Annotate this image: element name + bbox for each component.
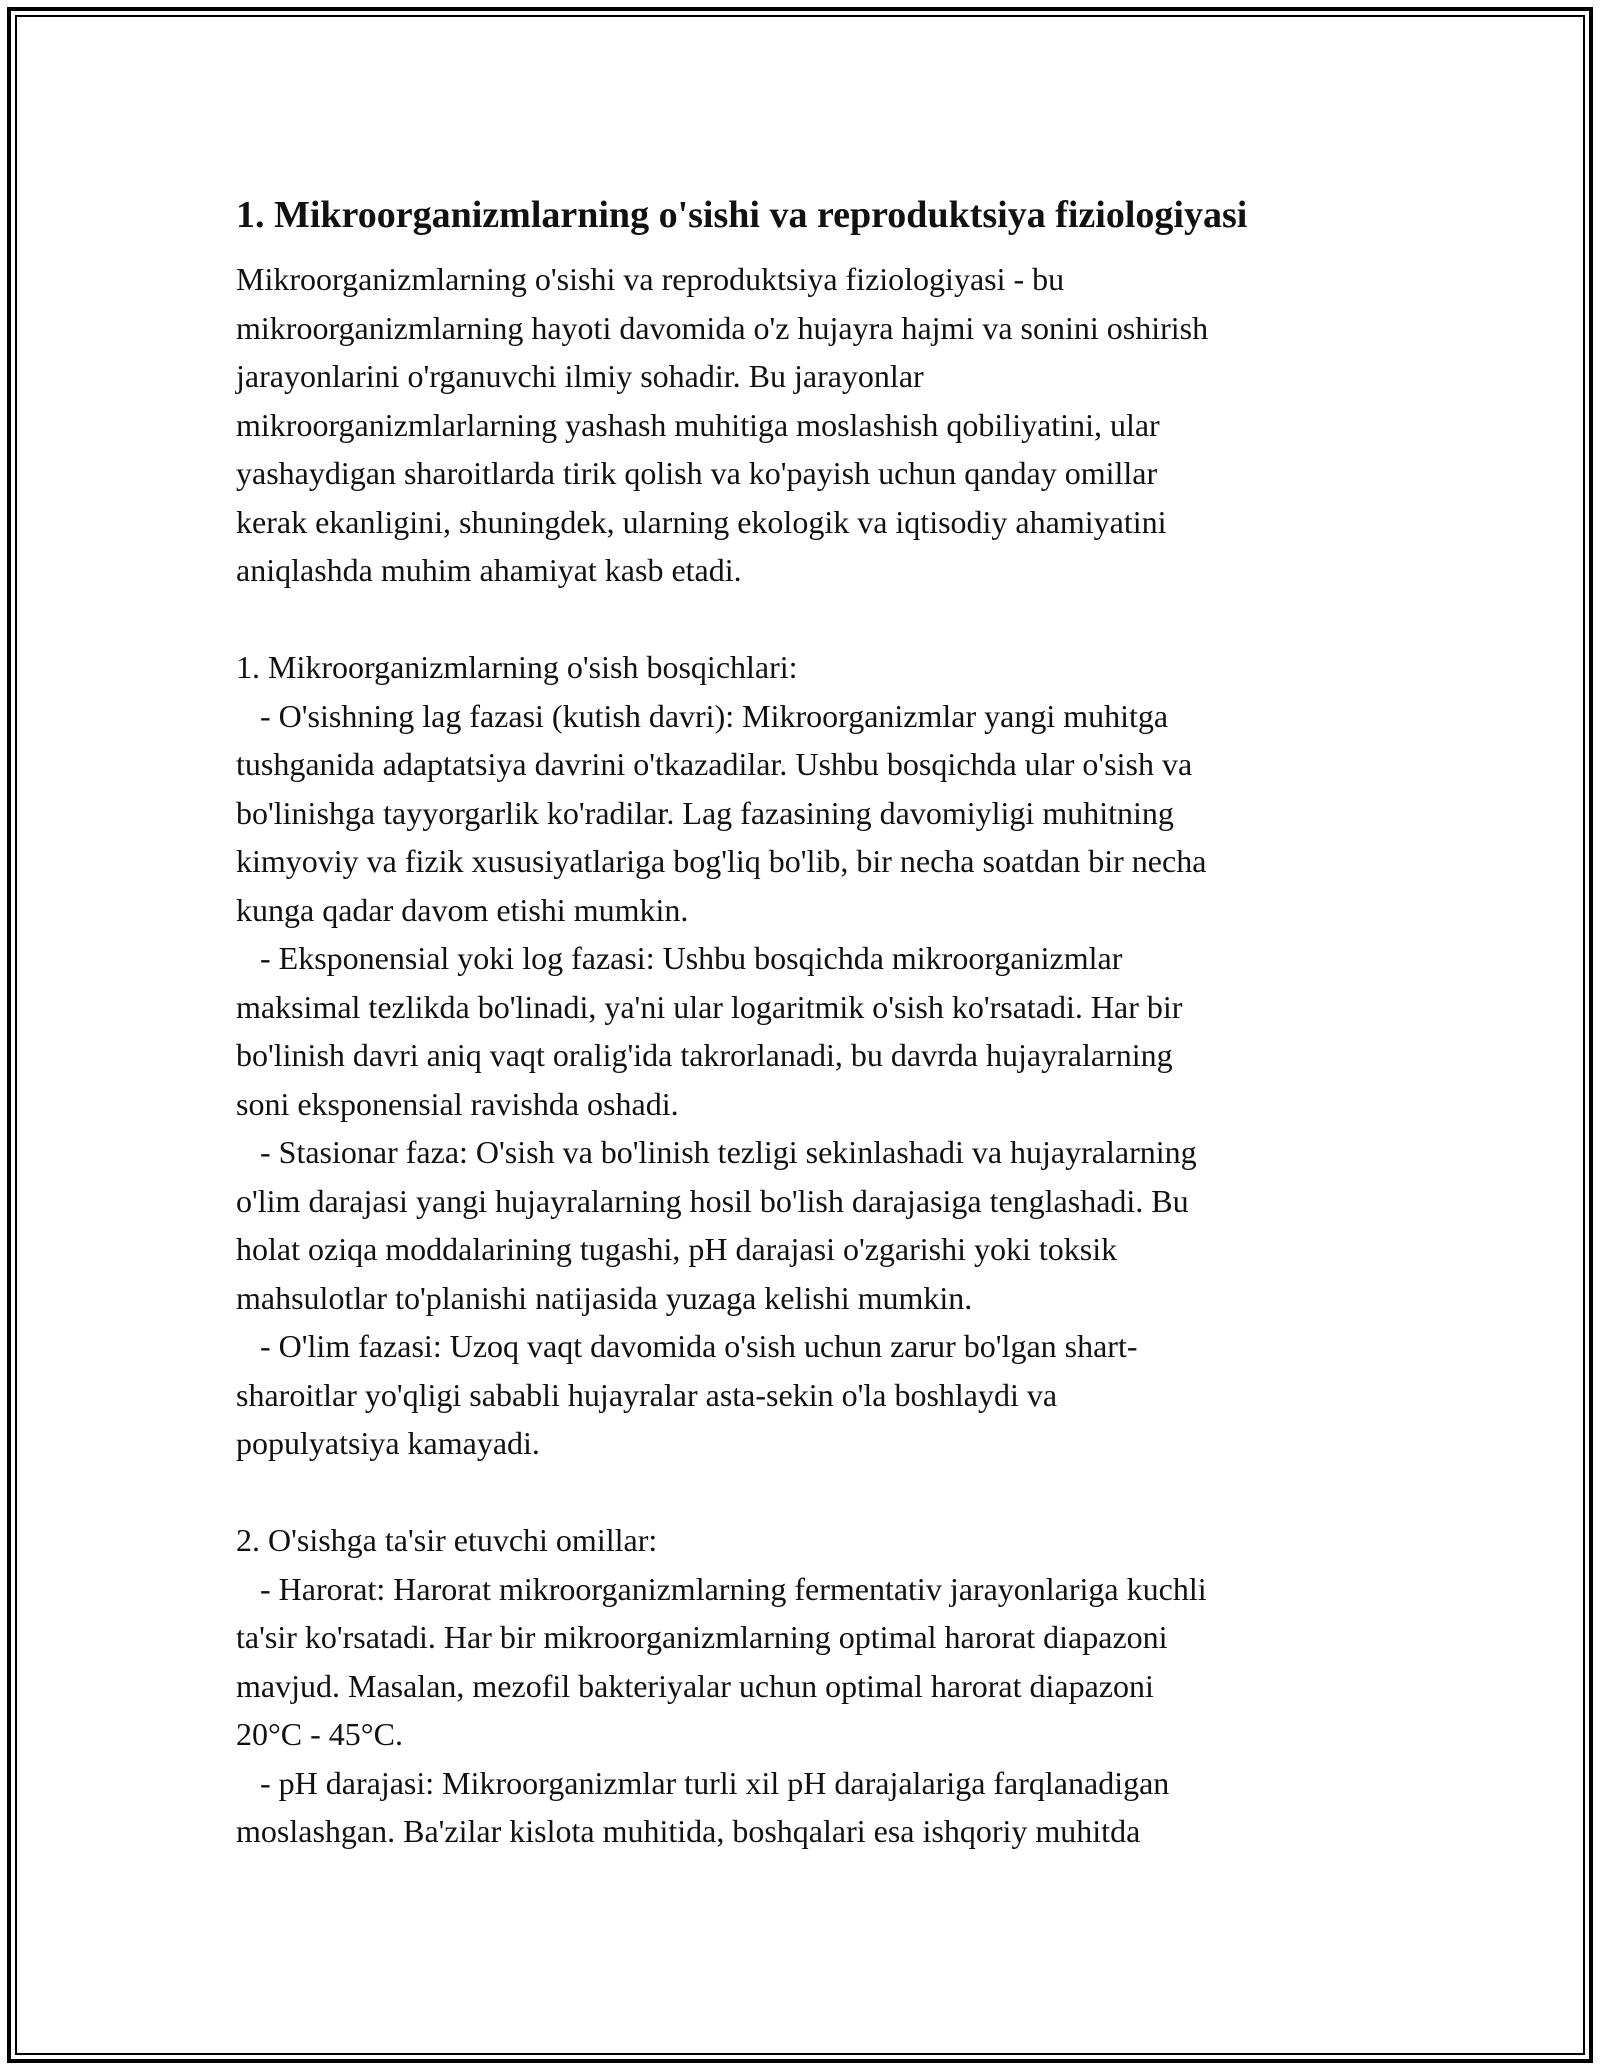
list-item-lag-phase: - O'sishning lag fazasi (kutish davri): Mikroorganizmlar yangi muhitga (236, 697, 1169, 734)
body-line: o'lim darajasi yangi hujayralarning hosil bo'lish darajasiga tenglashadi. Bu (236, 1182, 1189, 1219)
body-line: mikroorganizmlarning hayoti davomida o'z hujayra hajmi va sonini oshirish (236, 309, 1209, 346)
body-line: kimyoviy va fizik xususiyatlariga bog'liq bo'lib, bir necha soatdan bir necha (236, 843, 1207, 879)
body-line: yashaydigan sharoitlarda tirik qolish va ko'payish uchun qanday omillar (236, 455, 1158, 491)
body-line: moslashgan. Ba'zilar kislota muhitida, boshqalari esa ishqoriy muhitda (236, 1813, 1141, 1849)
list-item-death-phase: - O'lim fazasi: Uzoq vaqt davomida o'sish uchun zarur bo'lgan shart- (236, 1328, 1138, 1364)
document-title: 1. Mikroorganizmlarning o'sishi va reproduktsiya fiziologiyasi (236, 194, 1248, 236)
list-item-temperature: - Harorat: Harorat mikroorganizmlarning fermentativ jarayonlariga kuchli (236, 1570, 1207, 1607)
body-line: mahsulotlar to'planishi natijasida yuzaga kelishi mumkin. (236, 1279, 973, 1316)
body-line: mikroorganizmlarlarning yashash muhitiga moslashish qobiliyatini, ular (236, 406, 1160, 443)
body-line: kerak ekanligini, shuningdek, ularning ekologik va iqtisodiy ahamiyatini (236, 503, 1167, 540)
body-line: maksimal tezlikda bo'linadi, ya'ni ular logaritmik o'sish ko'rsatadi. Har bir (236, 988, 1183, 1025)
section-heading-growth-stages: 1. Mikroorganizmlarning o'sish bosqichlari: (236, 649, 798, 685)
section-heading-growth-factors: 2. O'sishga ta'sir etuvchi omillar: (236, 1522, 658, 1558)
blank-line (236, 1468, 1366, 1517)
body-line: holat oziqa moddalarining tugashi, pH darajasi o'zgarishi yoki toksik (236, 1231, 1118, 1267)
body-line: bo'linishga tayyorgarlik ko'radilar. Lag fazasining davomiyligi muhitning (236, 794, 1174, 831)
body-line: tushganida adaptatsiya davrini o'tkazadilar. Ushbu bosqichda ular o'sish va (236, 746, 1193, 782)
body-line: 20°C - 45°C. (236, 1716, 403, 1752)
body-line: bo'linish davri aniq vaqt oralig'ida takrorlanadi, bu davrda hujayralarning (236, 1037, 1173, 1073)
body-line: mavjud. Masalan, mezofil bakteriyalar uchun optimal harorat diapazoni (236, 1667, 1154, 1704)
body-line: jarayonlarini o'rganuvchi ilmiy sohadir. Bu jarayonlar (236, 358, 924, 394)
list-item-stationary-phase: - Stasionar faza: O'sish va bo'linish tezligi sekinlashadi va hujayralarning (236, 1134, 1197, 1170)
body-line: kunga qadar davom etishi mumkin. (236, 891, 689, 928)
list-item-log-phase: - Eksponensial yoki log fazasi: Ushbu bosqichda mikroorganizmlar (236, 940, 1123, 976)
body-line: aniqlashda muhim ahamiyat kasb etadi. (236, 552, 742, 588)
body-line: sharoitlar yo'qligi sababli hujayralar asta-sekin o'la boshlaydi va (236, 1376, 1058, 1413)
body-line: Mikroorganizmlarning o'sishi va reproduktsiya fiziologiyasi - bu (236, 261, 1065, 297)
body-line: soni eksponensial ravishda oshadi. (236, 1085, 679, 1122)
body-line: populyatsiya kamayadi. (236, 1425, 540, 1461)
document-page (236, 185, 1366, 1856)
body-line: ta'sir ko'rsatadi. Har bir mikroorganizmlarning optimal harorat diapazoni (236, 1619, 1168, 1655)
document-body (236, 255, 1366, 1856)
list-item-ph-level: - pH darajasi: Mikroorganizmlar turli xil pH darajalariga farqlanadigan (236, 1764, 1170, 1801)
blank-line (236, 595, 1366, 644)
